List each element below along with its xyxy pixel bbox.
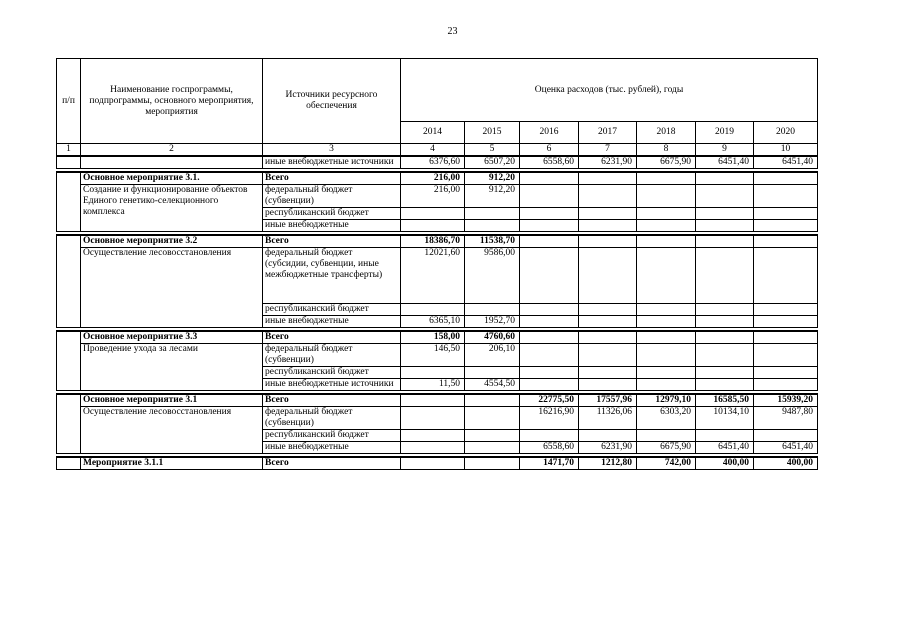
cell-value <box>579 220 637 232</box>
cell-number <box>57 316 81 328</box>
cell-source: республиканский бюджет <box>263 430 401 442</box>
cell-value: 16585,50 <box>696 394 754 407</box>
cell-value: 17557,96 <box>579 394 637 407</box>
cell-value: 6231,90 <box>579 442 637 454</box>
cell-value <box>579 331 637 344</box>
header-year: 2014 <box>401 122 465 144</box>
cell-value <box>637 235 696 248</box>
cell-number <box>57 331 81 344</box>
cell-number <box>57 156 81 169</box>
cell-value <box>754 316 818 328</box>
cell-number <box>57 208 81 220</box>
cell-value <box>754 304 818 316</box>
cell-value: 22775,50 <box>520 394 579 407</box>
cell-number <box>57 379 81 391</box>
cell-value <box>465 208 520 220</box>
header-year: 2015 <box>465 122 520 144</box>
cell-value <box>579 172 637 185</box>
cell-number <box>57 457 81 470</box>
cell-value: 742,00 <box>637 457 696 470</box>
header-year: 2020 <box>754 122 818 144</box>
cell-source: иные внебюджетные <box>263 316 401 328</box>
cell-source: республиканский бюджет <box>263 208 401 220</box>
column-index: 10 <box>754 144 818 157</box>
cell-value <box>696 220 754 232</box>
cell-source: Всего <box>263 394 401 407</box>
cell-value <box>696 185 754 208</box>
cell-value <box>637 248 696 304</box>
cell-value: 12021,60 <box>401 248 465 304</box>
cell-value <box>579 367 637 379</box>
cell-number <box>57 344 81 367</box>
cell-value <box>401 442 465 454</box>
cell-name <box>81 156 263 169</box>
cell-value <box>637 379 696 391</box>
cell-number <box>57 430 81 442</box>
cell-value <box>754 331 818 344</box>
cell-value: 6451,40 <box>754 156 818 169</box>
cell-value: 11326,06 <box>579 407 637 430</box>
cell-value: 6231,90 <box>579 156 637 169</box>
block-description: Проведение ухода за лесами <box>81 344 263 391</box>
table-row <box>57 394 818 407</box>
cell-value <box>401 430 465 442</box>
cell-value <box>465 394 520 407</box>
table-row <box>57 407 818 430</box>
cell-value: 146,50 <box>401 344 465 367</box>
table-row <box>57 185 818 208</box>
cell-value <box>754 367 818 379</box>
cell-value: 216,00 <box>401 185 465 208</box>
table-row <box>57 172 818 185</box>
cell-value <box>637 331 696 344</box>
cell-value <box>401 208 465 220</box>
cell-value <box>401 394 465 407</box>
cell-number <box>57 367 81 379</box>
cell-source: федеральный бюджет (субвенции) <box>263 407 401 430</box>
cell-value: 6365,10 <box>401 316 465 328</box>
cell-value <box>579 185 637 208</box>
page-number: 23 <box>447 26 458 37</box>
cell-value: 10134,10 <box>696 407 754 430</box>
cell-value <box>520 235 579 248</box>
cell-value <box>465 442 520 454</box>
table-row <box>57 344 818 367</box>
cell-value <box>520 248 579 304</box>
cell-value: 9586,00 <box>465 248 520 304</box>
cell-source: Всего <box>263 457 401 470</box>
header-name: Наименование госпрограммы, подпрограммы, основного мероприятия, мероприятия <box>81 59 263 144</box>
cell-value <box>520 185 579 208</box>
cell-source: Всего <box>263 235 401 248</box>
cell-value <box>520 316 579 328</box>
header-year: 2016 <box>520 122 579 144</box>
cell-value: 6558,60 <box>520 442 579 454</box>
cell-value <box>696 304 754 316</box>
cell-value <box>696 367 754 379</box>
cell-number <box>57 304 81 316</box>
column-index: 9 <box>696 144 754 157</box>
cell-value <box>465 407 520 430</box>
block-title: Основное мероприятие 3.2 <box>81 235 263 248</box>
cell-value <box>579 430 637 442</box>
cell-value: 400,00 <box>754 457 818 470</box>
table-row <box>57 156 818 169</box>
cell-number <box>57 235 81 248</box>
cell-value: 6376,60 <box>401 156 465 169</box>
cell-source: федеральный бюджет (субвенции) <box>263 185 401 208</box>
cell-value <box>754 379 818 391</box>
cell-source: федеральный бюджет (субвенции) <box>263 344 401 367</box>
expense-table <box>56 58 818 470</box>
cell-value <box>465 457 520 470</box>
cell-value <box>579 248 637 304</box>
column-index: 4 <box>401 144 465 157</box>
cell-value <box>579 304 637 316</box>
cell-value <box>579 316 637 328</box>
block-description: Осуществление лесовосстановления <box>81 248 263 328</box>
cell-value <box>637 220 696 232</box>
cell-source: республиканский бюджет <box>263 304 401 316</box>
cell-value: 16216,90 <box>520 407 579 430</box>
cell-value: 6675,90 <box>637 442 696 454</box>
cell-value <box>520 367 579 379</box>
cell-value <box>637 367 696 379</box>
cell-number <box>57 220 81 232</box>
cell-value <box>520 430 579 442</box>
cell-value <box>520 304 579 316</box>
column-index: 2 <box>81 144 263 157</box>
cell-value <box>637 304 696 316</box>
cell-number <box>57 442 81 454</box>
cell-value <box>637 208 696 220</box>
cell-value: 11,50 <box>401 379 465 391</box>
cell-value: 1212,80 <box>579 457 637 470</box>
cell-value: 9487,80 <box>754 407 818 430</box>
cell-value <box>637 430 696 442</box>
cell-value: 6303,20 <box>637 407 696 430</box>
cell-value: 1471,70 <box>520 457 579 470</box>
cell-number <box>57 407 81 430</box>
cell-number <box>57 248 81 304</box>
cell-value <box>696 331 754 344</box>
cell-value <box>696 316 754 328</box>
column-index: 5 <box>465 144 520 157</box>
cell-value <box>520 344 579 367</box>
cell-value: 18386,70 <box>401 235 465 248</box>
cell-number <box>57 185 81 208</box>
header-source: Источники ресурсного обеспечения <box>263 59 401 144</box>
cell-value: 216,00 <box>401 172 465 185</box>
cell-value: 912,20 <box>465 185 520 208</box>
table-row <box>57 235 818 248</box>
cell-value: 4760,60 <box>465 331 520 344</box>
cell-value <box>696 379 754 391</box>
cell-value <box>754 208 818 220</box>
cell-value: 15939,20 <box>754 394 818 407</box>
cell-value <box>754 185 818 208</box>
column-index: 8 <box>637 144 696 157</box>
block-title: Мероприятие 3.1.1 <box>81 457 263 470</box>
cell-value: 912,20 <box>465 172 520 185</box>
cell-value <box>520 331 579 344</box>
cell-value <box>754 235 818 248</box>
header-number: п/п <box>57 59 81 144</box>
cell-value <box>696 235 754 248</box>
cell-value: 6451,40 <box>696 156 754 169</box>
cell-value <box>520 220 579 232</box>
cell-number <box>57 394 81 407</box>
cell-value: 6451,40 <box>696 442 754 454</box>
cell-value <box>579 235 637 248</box>
cell-value <box>637 185 696 208</box>
cell-value <box>696 172 754 185</box>
cell-value <box>520 172 579 185</box>
cell-value: 6675,90 <box>637 156 696 169</box>
cell-value <box>637 316 696 328</box>
cell-value: 6507,20 <box>465 156 520 169</box>
cell-source: Всего <box>263 172 401 185</box>
cell-value <box>754 248 818 304</box>
column-index: 7 <box>579 144 637 157</box>
header-year: 2018 <box>637 122 696 144</box>
column-index: 1 <box>57 144 81 157</box>
cell-value <box>465 430 520 442</box>
cell-source: иные внебюджетные <box>263 220 401 232</box>
cell-value <box>401 304 465 316</box>
cell-value: 4554,50 <box>465 379 520 391</box>
block-title: Основное мероприятие 3.1. <box>81 172 263 185</box>
cell-value <box>465 367 520 379</box>
column-index: 3 <box>263 144 401 157</box>
cell-value <box>637 172 696 185</box>
cell-value: 6558,60 <box>520 156 579 169</box>
table-row <box>57 331 818 344</box>
cell-value <box>696 208 754 220</box>
block-title: Основное мероприятие 3.1 <box>81 394 263 407</box>
cell-value <box>579 344 637 367</box>
cell-value <box>754 430 818 442</box>
cell-source: Всего <box>263 331 401 344</box>
cell-value <box>754 220 818 232</box>
cell-value: 11538,70 <box>465 235 520 248</box>
cell-value <box>579 208 637 220</box>
cell-value <box>696 430 754 442</box>
cell-value <box>754 172 818 185</box>
header-year: 2017 <box>579 122 637 144</box>
header-expenses: Оценка расходов (тыс. рублей), годы <box>401 59 818 122</box>
cell-value <box>401 367 465 379</box>
cell-value <box>696 248 754 304</box>
cell-value: 12979,10 <box>637 394 696 407</box>
block-title: Основное мероприятие 3.3 <box>81 331 263 344</box>
table-row <box>57 457 818 470</box>
block-description: Создание и функционирование объектов Единого генетико-селекционного комплекса <box>81 185 263 232</box>
block-description: Осуществление лесовосстановления <box>81 407 263 454</box>
cell-value: 1952,70 <box>465 316 520 328</box>
cell-value <box>520 379 579 391</box>
cell-source: иные внебюджетные источники <box>263 379 401 391</box>
header-year: 2019 <box>696 122 754 144</box>
cell-source: республиканский бюджет <box>263 367 401 379</box>
cell-value <box>465 304 520 316</box>
cell-value: 206,10 <box>465 344 520 367</box>
cell-value: 158,00 <box>401 331 465 344</box>
cell-value <box>579 379 637 391</box>
cell-value <box>401 220 465 232</box>
cell-source: федеральный бюджет (субсидии, субвенции, иные межбюджетные трансферты) <box>263 248 401 304</box>
cell-value <box>401 457 465 470</box>
cell-value <box>465 220 520 232</box>
cell-value <box>637 344 696 367</box>
cell-value <box>520 208 579 220</box>
cell-source: иные внебюджетные <box>263 442 401 454</box>
cell-value: 400,00 <box>696 457 754 470</box>
cell-value <box>696 344 754 367</box>
column-index: 6 <box>520 144 579 157</box>
cell-value: 6451,40 <box>754 442 818 454</box>
cell-source: иные внебюджетные источники <box>263 156 401 169</box>
cell-value <box>754 344 818 367</box>
cell-value <box>401 407 465 430</box>
cell-number <box>57 172 81 185</box>
table-row <box>57 248 818 304</box>
